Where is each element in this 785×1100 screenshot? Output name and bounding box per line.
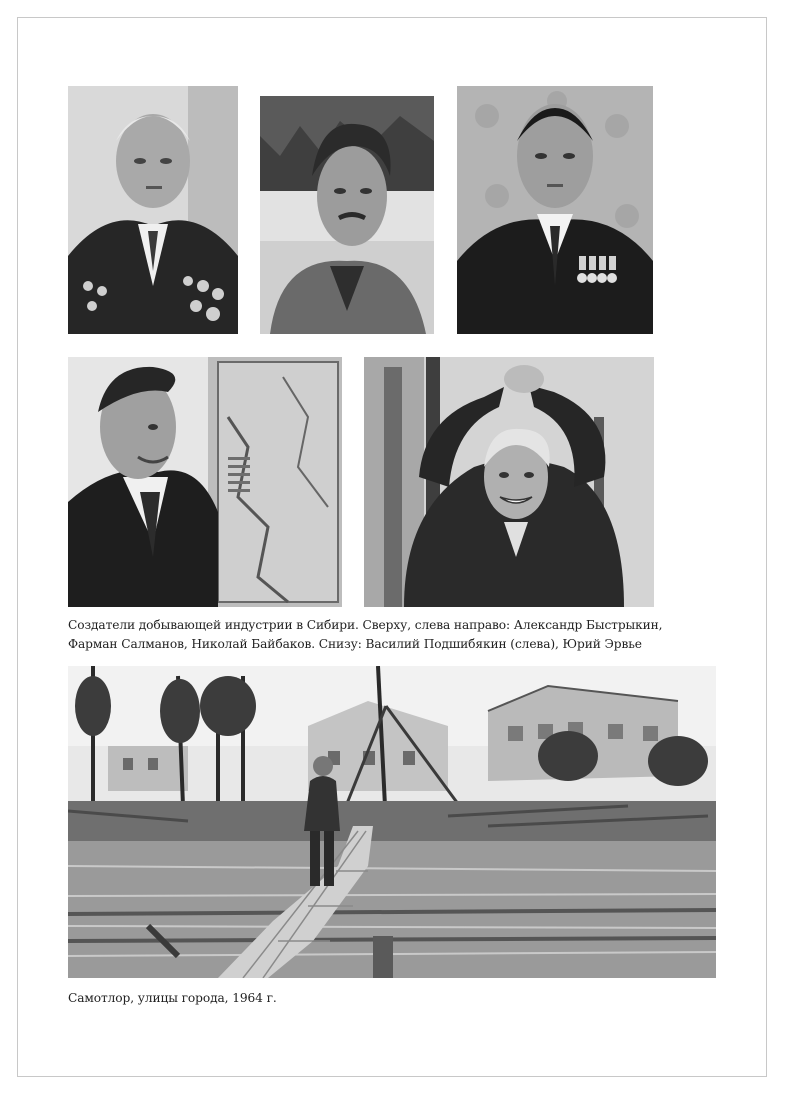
portrait-photo-bystrykin xyxy=(68,86,238,334)
portraits-caption-line-2: Фарман Салманов, Николай Байбаков. Снизу: Василий Подшибякин (слева), Юрий Эрвье xyxy=(68,637,642,651)
samotlor-caption: Самотлор, улицы города, 1964 г. xyxy=(68,991,277,1005)
portraits-caption-line-1: Создатели добывающей индустрии в Сибири. Сверху, слева направо: Александр Быстрыкин, xyxy=(68,618,663,632)
samotlor-street-photo xyxy=(68,666,716,978)
portrait-photo-podshibyakin xyxy=(68,357,342,607)
portrait-photo-salmanov xyxy=(260,96,434,334)
portrait-photo-ervye xyxy=(364,357,654,607)
portrait-photo-baibakov xyxy=(457,86,653,334)
